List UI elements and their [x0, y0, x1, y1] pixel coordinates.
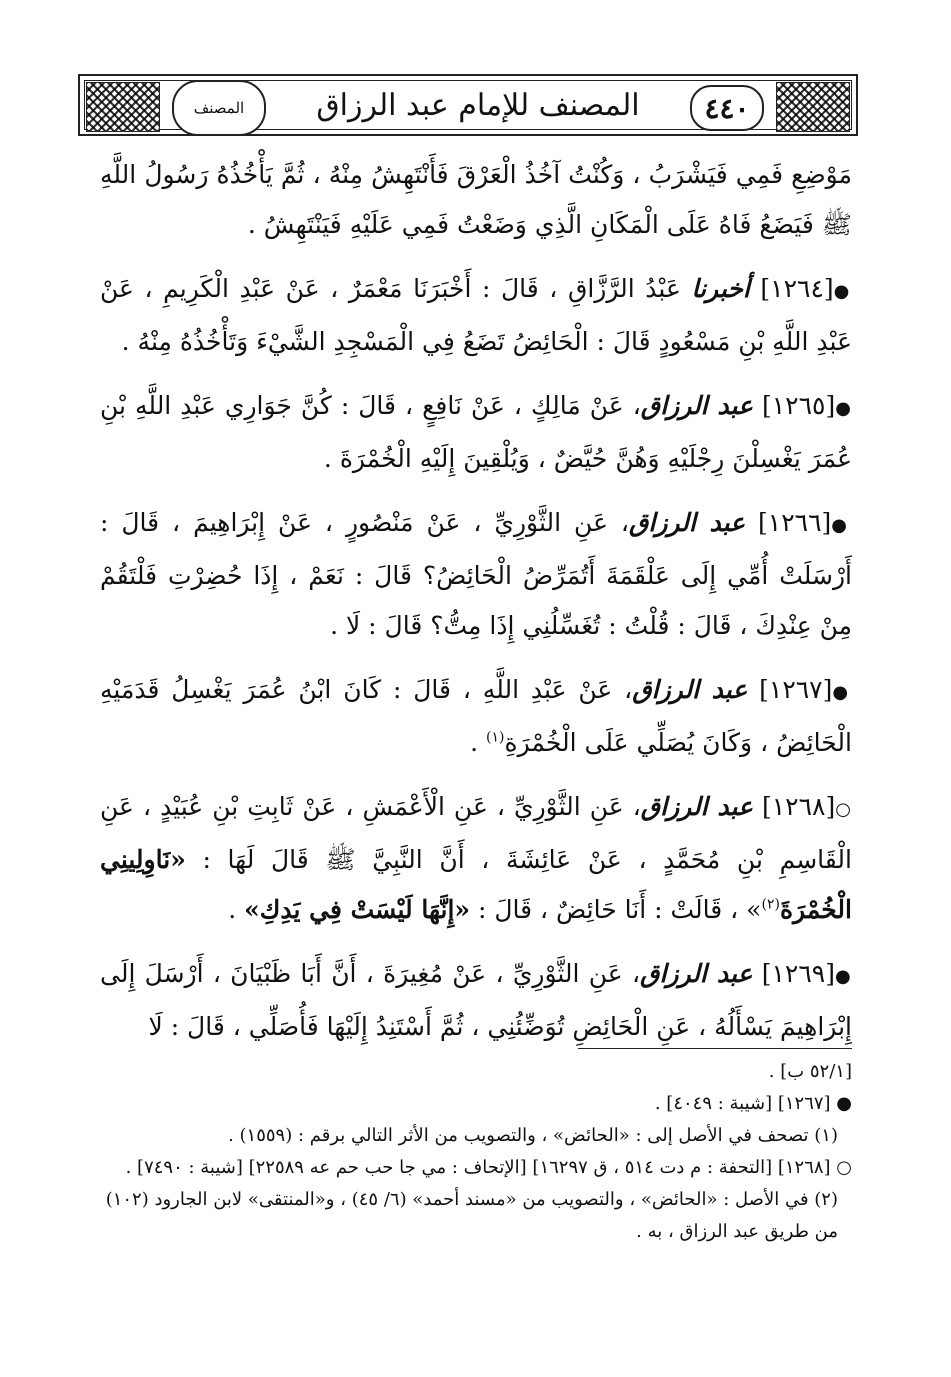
hadith-number: [١٢٦٩]	[761, 959, 835, 988]
source-name: عبد الرزاق	[640, 959, 753, 988]
hadith-text: ، عَنِ الثَّوْرِيِّ ، عَنْ مَنْصُورٍ ، عَنْ إِبْرَاهِيمَ ، قَالَ : أَرْسَلَتْ أُمِّي إِلَى عَلْقَمَةَ أَتُمَرِّضُ الْحَائِضُ؟ قَالَ : نَعَمْ ، إِذَا حُضِرْتِ فَلْتَقُمْ مِنْ عِنْدِكَ ، قَالَ : قُلْتُ : تُغَسِّلُنِي إِذَا مِتُّ؟ قَالَ : لَا .	[100, 508, 852, 640]
hadith-text: عَبْدُ الرَّزَّاقِ ، قَالَ : أَخْبَرَنَا مَعْمَرٌ ، عَنْ عَبْدِ الْكَرِيمِ ، عَنْ عَبْدِ اللَّهِ بْنِ مَسْعُودٍ قَالَ : الْحَائِضُ تَضَعُ فِي الْمَسْجِدِ الشَّيْءَ وَتَأْخُذُهُ مِنْهُ .	[100, 274, 852, 356]
hadith-continuation	[100, 150, 852, 250]
page-number: ٤٤٠	[690, 85, 764, 131]
footnotes	[100, 1056, 852, 1248]
source-name: عبد الرزاق	[640, 391, 753, 420]
hadith-text: ، عَنْ مَالِكٍ ، عَنْ نَافِعٍ ، قَالَ : كُنَّ جَوَارِي عَبْدِ اللَّهِ بْنِ عُمَرَ يَغْسِلْنَ رِجْلَيْهِ وَهُنَّ حُيَّضٌ ، وَيُلْقِينَ إِلَيْهِ الْخُمْرَةَ .	[100, 391, 852, 473]
hadith-text: مَوْضِعِ فَمِي فَيَشْرَبُ ، وَكُنْتُ آخُذُ الْعَرْقَ فَأَنْتَهِشُ مِنْهُ ، ثُمَّ يَأْخُذُهُ رَسُولُ اللَّهِ ﷺ فَيَضَعُ فَاهُ عَلَى الْمَكَانِ الَّذِي وَضَعْتُ فَمِي عَلَيْهِ فَيَنْتَهِشُ .	[100, 160, 852, 239]
bullet-marker: ●	[831, 515, 852, 536]
hadith-1267	[100, 665, 852, 768]
ornament-right-icon	[776, 82, 850, 132]
footnote-line: [٥٢/١ ب] .	[768, 1061, 852, 1082]
footnote-line: ● [١٢٦٧] [شيبة : ٤٠٤٩] .	[654, 1093, 852, 1114]
bullet-marker: ●	[834, 966, 852, 987]
hadith-text: ، عَنْ عَبْدِ اللَّهِ ، قَالَ : كَانَ ابْنُ عُمَرَ يَغْسِلُ قَدَمَيْهِ الْحَائِضُ ، وَكَانَ يُصَلِّي عَلَى الْخُمْرَةِ	[100, 675, 852, 757]
logo-text: المصنف	[193, 98, 245, 117]
hadith-1266	[100, 498, 852, 651]
hadith-1269	[100, 949, 852, 1052]
hadith-text: ، عَنِ الثَّوْرِيِّ ، عَنْ مُغِيرَةَ ، أَنَّ أَبَا ظَبْيَانَ ، أَرْسَلَ إِلَى إِبْرَاهِيمَ يَسْأَلُهُ ، عَنِ الْحَائِضِ تُوَضِّئُنِي ، ثُمَّ أَسْتَنِدُ إِلَيْهَا فَأُصَلِّي ، قَالَ : لَا	[100, 959, 852, 1041]
prophet-quote: «إِنَّهَا لَيْسَتْ فِي يَدِكِ»	[244, 895, 471, 924]
hadith-text-mid: » ، قَالَتْ : أَنَا حَائِضٌ ، قَالَ :	[470, 895, 762, 924]
source-name: أخبرنا	[691, 274, 750, 303]
book-logo	[172, 80, 266, 136]
footnote-divider	[578, 1048, 852, 1049]
main-text	[100, 150, 852, 1066]
hadith-1268	[100, 782, 852, 935]
bullet-marker: ●	[835, 398, 853, 419]
ornament-left-icon	[86, 82, 160, 132]
source-name: عبد الرزاق	[629, 508, 746, 537]
running-title: المصنف للإمام عبد الرزاق	[316, 88, 640, 123]
hadith-number: [١٢٦٤]	[760, 274, 834, 303]
footnote-line: (١) تصحف في الأصل إلى : «الحائض» ، والتصويب من الأثر التالي برقم : (١٥٥٩) .	[228, 1125, 838, 1146]
footnote-ref[interactable]: (٢)	[761, 896, 780, 913]
footnote-line: ○ [١٢٦٨] [التحفة : م دت ٥١٤ ، ق ١٦٢٩٧] [الإتحاف : مي جا حب حم عه ٢٢٥٨٩] [شيبة : ٧٤٩٠] .	[125, 1157, 852, 1178]
footnote-line: (٢) في الأصل : «الحائض» ، والتصويب من «مسند أحمد» (٦/ ٤٥) ، و«المنتقى» لابن الجارود (١٠٢) من طريق عبد الرزاق ، به .	[105, 1189, 838, 1242]
bullet-marker: ○	[835, 799, 853, 820]
hadith-text: ، عَنِ الثَّوْرِيِّ ، عَنِ الْأَعْمَشِ ، عَنْ ثَابِتِ بْنِ عُبَيْدٍ ، عَنِ الْقَاسِمِ بْنِ مُحَمَّدٍ ، عَنْ عَائِشَةَ ، أَنَّ النَّبِيَّ ﷺ قَالَ لَهَا :	[100, 792, 852, 874]
hadith-1265	[100, 381, 852, 484]
source-name: عبد الرزاق	[640, 792, 753, 821]
source-name: عبد الرزاق	[632, 675, 748, 704]
hadith-number: [١٢٦٧]	[759, 675, 833, 704]
hadith-number: [١٢٦٨]	[761, 792, 836, 821]
hadith-number: [١٢٦٦]	[758, 508, 832, 537]
hadith-number: [١٢٦٥]	[761, 391, 836, 420]
footnote-ref[interactable]: (١)	[486, 729, 505, 746]
hadith-tail: .	[470, 728, 487, 757]
hadith-tail: .	[228, 895, 245, 924]
bullet-marker: ●	[833, 281, 852, 302]
page-header	[78, 74, 858, 136]
hadith-1264	[100, 264, 852, 367]
bullet-marker: ●	[832, 682, 853, 703]
prophet-quote: «نَاوِلِينِي الْخُمْرَةَ	[100, 845, 852, 924]
